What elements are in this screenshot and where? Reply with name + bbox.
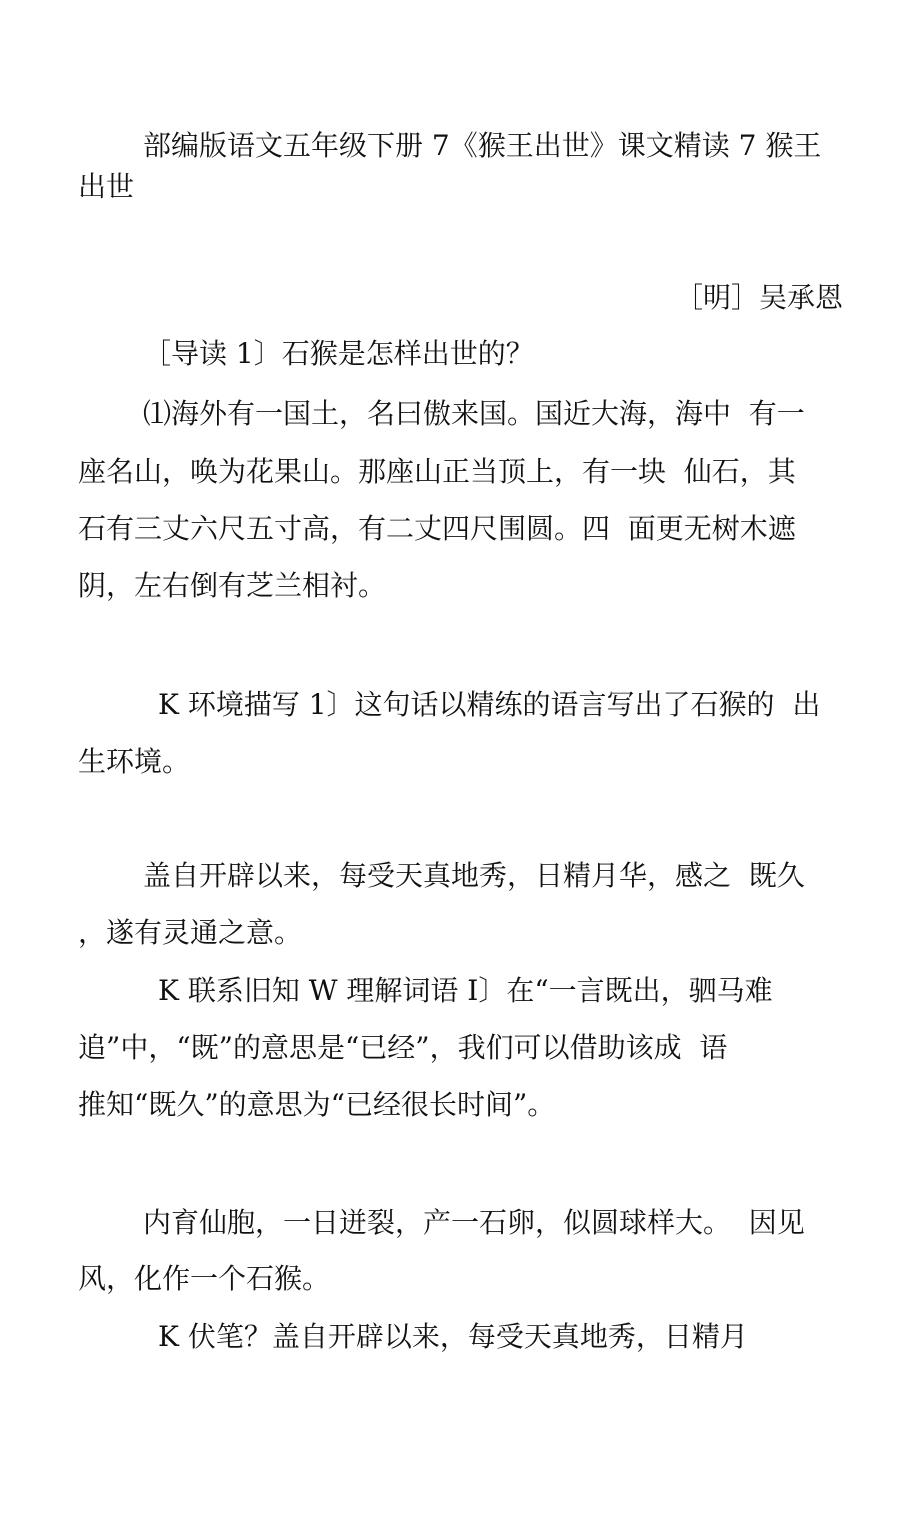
guide-question: ［导读 1〕石猴是怎样出世的？ — [143, 337, 534, 370]
note-2-line-1: K 联系旧知 W 理解词语 I〕在“一言既出，驷马难 — [158, 974, 773, 1007]
title-line-1: 部编版语文五年级下册 7《猴王出世》课文精读 7 猴王 — [143, 129, 822, 162]
paragraph-2-line-1: 盖自开辟以来，每受天真地秀，日精月华，感之 既久 — [143, 859, 805, 892]
note-3-line-1: K 伏笔？盖自开辟以来，每受天真地秀，日精月 — [158, 1320, 748, 1353]
title-line-2: 出世 — [78, 170, 135, 203]
paragraph-3-line-1: 内育仙胞，一日迸裂，产一石卵，似圆球样大。 因见 — [143, 1206, 805, 1239]
note-1-line-2: 生环境。 — [78, 745, 191, 778]
note-2-line-2: 追”中，“既”的意思是“已经”，我们可以借助该成 语 — [78, 1031, 728, 1064]
paragraph-1-line-2: 座名山，唤为花果山。那座山正当顶上，有一块 仙石，其 — [78, 455, 796, 488]
paragraph-1-line-3: 石有三丈六尺五寸高，有二丈四尺围圆。四 面更无树木遮 — [78, 512, 796, 545]
note-2-line-3: 推知“既久”的意思为“已经很长时间”。 — [78, 1088, 556, 1121]
paragraph-1-line-4: 阴，左右倒有芝兰相衬。 — [78, 569, 387, 602]
note-1-line-1: K 环境描写 1〕这句话以精练的语言写出了石猴的 出 — [158, 688, 821, 721]
paragraph-2-line-2: ，遂有灵通之意。 — [78, 916, 303, 949]
paragraph-3-line-2: 风，化作一个石猴。 — [78, 1262, 331, 1295]
paragraph-1-line-1: ⑴海外有一国土，名曰傲来国。国近大海，海中 有一 — [143, 397, 805, 430]
author-line: ［明］吴承恩 — [674, 281, 843, 314]
